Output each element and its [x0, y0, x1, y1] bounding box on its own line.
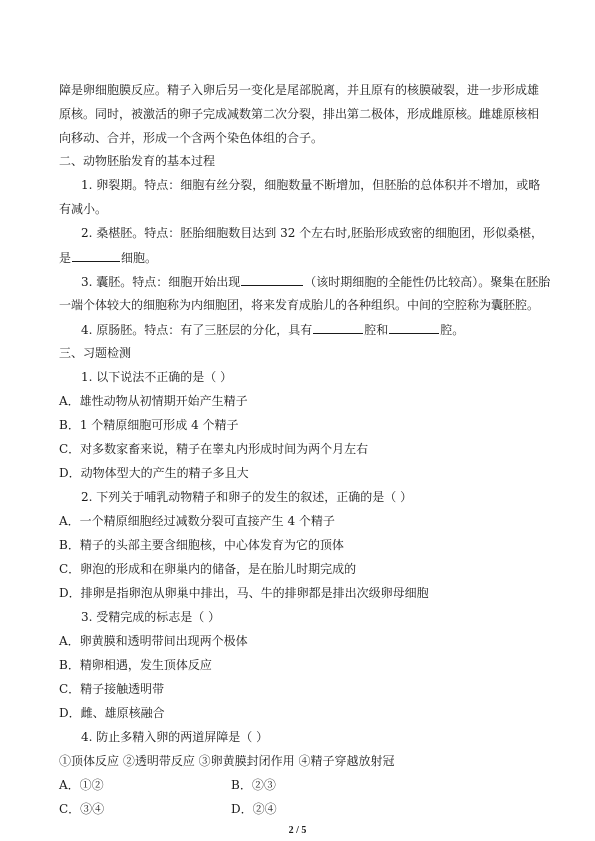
question-stem: 3. 受精完成的标志是（ ）	[81, 610, 221, 624]
paragraph-line: 向移动、合并，形成一个含两个染色体组的合子。	[59, 131, 324, 145]
text-segment: 细胞。	[121, 251, 158, 265]
answer-option: B．精子的头部主要含细胞核，中心体发育为它的顶体	[59, 538, 344, 552]
paragraph-line: 原核。同时，被激活的卵子完成减数第二次分裂，排出第二极体，形成雌原核。雌雄原核相	[59, 107, 540, 121]
paragraph-line: 障是卵细胞膜反应。精子入卵后另一变化是尾部脱离，并且原有的核膜破裂，进一步形成雄	[59, 83, 540, 97]
stage-gastrula	[81, 321, 561, 338]
text-segment: （该时期细胞的全能性仍比较高）。聚集在胚胎	[304, 275, 551, 289]
stage-morula: 2. 桑椹胚。特点：胚胎细胞数目达到 32 个左右时,胚胎形成致密的细胞团，形似桑椹，	[81, 226, 543, 240]
answer-option: D．雌、雄原核融合	[59, 706, 165, 720]
answer-option: A．一个精原细胞经过减数分裂可直接产生 4 个精子	[59, 514, 335, 528]
answer-option: C．精子接触透明带	[59, 682, 165, 696]
answer-row	[59, 777, 539, 793]
stage-cleavage-cont: 有减小。	[59, 202, 108, 216]
item-list: ①顶体反应 ②透明带反应 ③卵黄膜封闭作用 ④精子穿越放射冠	[59, 754, 395, 768]
question-stem: 1. 以下说法不正确的是（ ）	[81, 370, 233, 384]
section-heading: 二、动物胚胎发育的基本过程	[59, 154, 216, 168]
answer-option: C．卵泡的形成和在卵巢内的储备，是在胎儿时期完成的	[59, 562, 357, 576]
answer-option: A．雄性动物从初情期开始产生精子	[59, 394, 248, 408]
text-segment: 3. 囊胚。特点：细胞开始出现	[81, 275, 241, 289]
fill-blank	[389, 321, 439, 334]
answer-option: C．对多数家畜来说，精子在睾丸内形成时间为两个月左右	[59, 442, 369, 456]
text-segment: 是	[59, 251, 72, 265]
answer-option: D．②④	[231, 802, 277, 816]
fill-blank	[72, 249, 120, 262]
answer-option: B．②③	[231, 778, 276, 792]
answer-row	[59, 801, 539, 817]
stage-blastocyst-cont: 一端个体较大的细胞称为内细胞团，将来发育成胎儿的各种组织。中间的空腔称为囊胚腔。	[59, 298, 540, 312]
text-segment: 腔和	[364, 323, 389, 337]
stage-blastocyst	[81, 273, 561, 290]
text-segment: 4. 原肠胚。特点：有了三胚层的分化，具有	[81, 323, 313, 337]
answer-option: D．排卵是指卵泡从卵巢中排出，马、牛的排卵都是排出次级卵母细胞	[59, 586, 429, 600]
answer-option: B．1 个精原细胞可形成 4 个精子	[59, 418, 239, 432]
fill-blank	[313, 321, 363, 334]
stage-cleavage: 1. 卵裂期。特点：细胞有丝分裂，细胞数量不断增加，但胚胎的总体积并不增加，或略	[81, 178, 541, 192]
answer-option: B．精卵相遇，发生顶体反应	[59, 658, 212, 672]
stage-morula-cont	[59, 249, 539, 266]
question-stem: 2. 下列关于哺乳动物精子和卵子的发生的叙述，正确的是（ ）	[81, 490, 413, 504]
answer-option: A．①②	[59, 778, 104, 792]
page-number: 2 / 5	[288, 825, 307, 836]
answer-option: A．卵黄膜和透明带间出现两个极体	[59, 634, 248, 648]
fill-blank	[241, 273, 303, 286]
text-segment: 腔。	[440, 323, 465, 337]
section-heading: 三、习题检测	[59, 346, 132, 360]
answer-option: C．③④	[59, 802, 105, 816]
question-stem: 4. 防止多精入卵的两道屏障是（ ）	[81, 730, 269, 744]
answer-option: D．动物体型大的产生的精子多且大	[59, 466, 249, 480]
